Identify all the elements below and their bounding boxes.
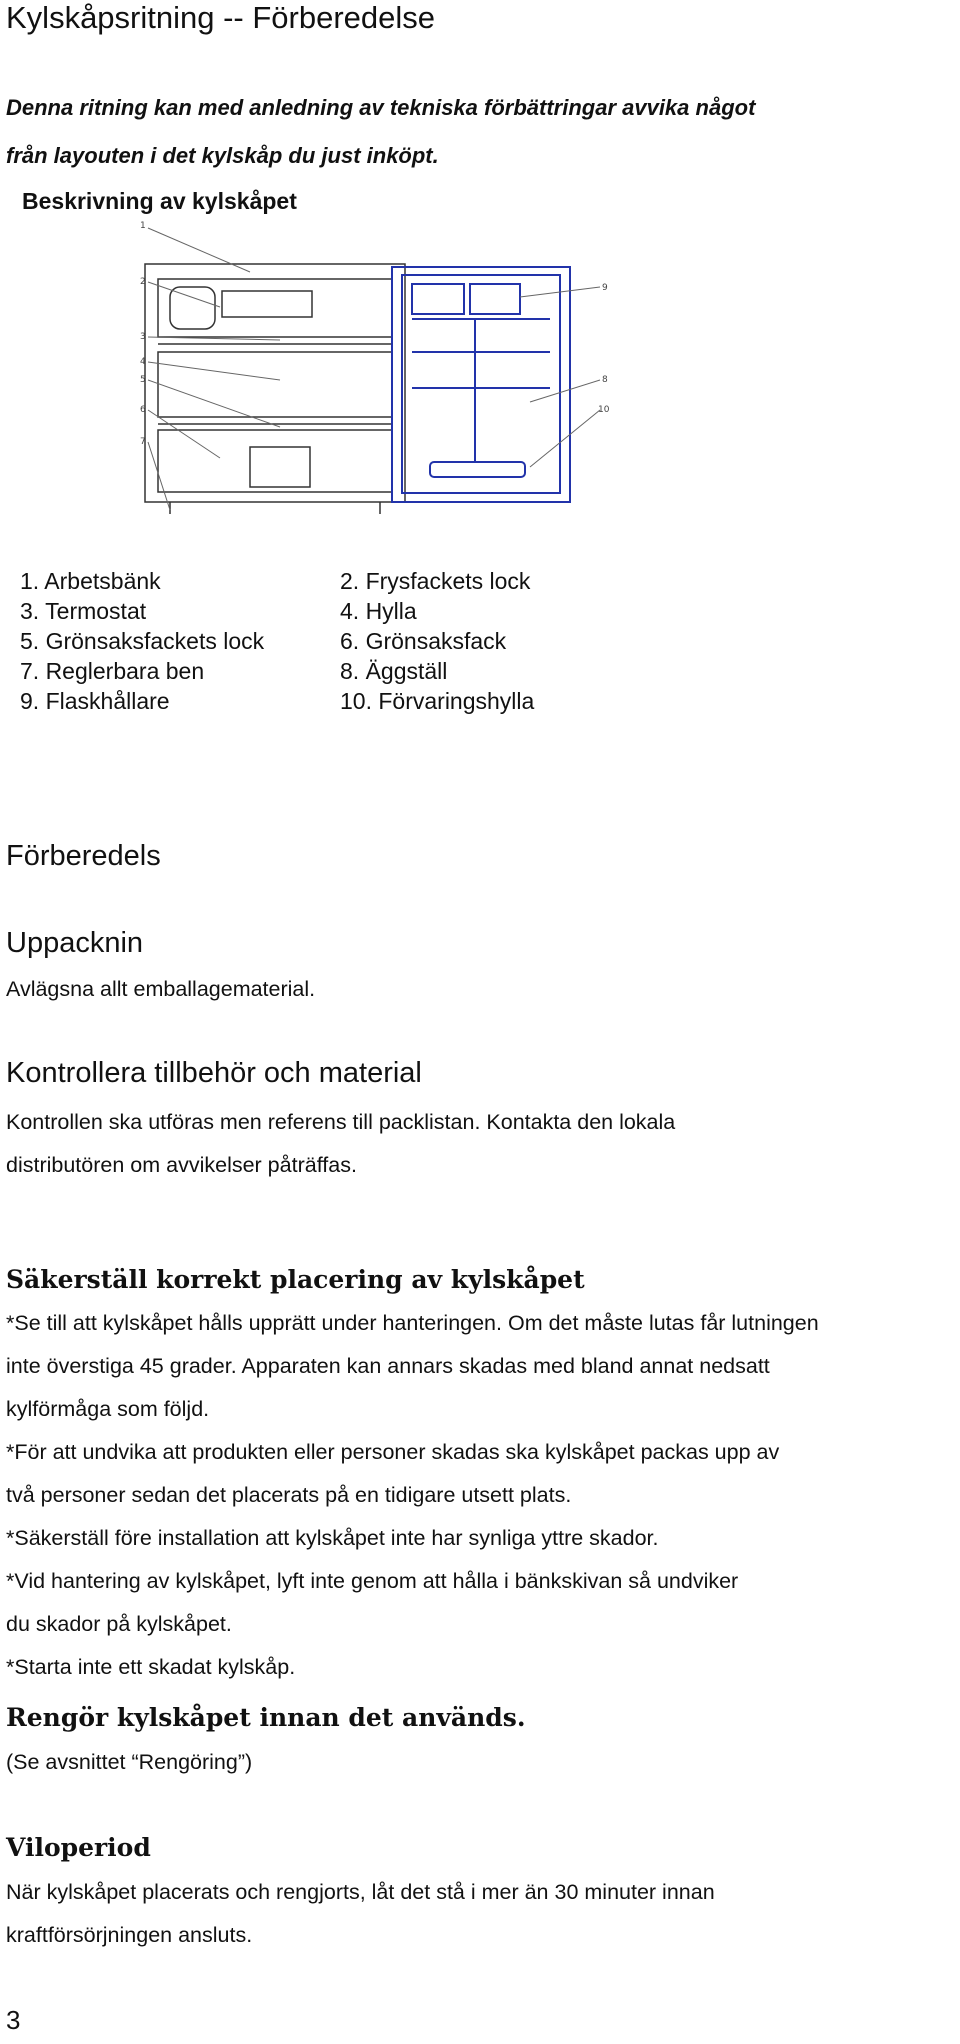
legend-item: 8. Äggställ bbox=[340, 658, 448, 684]
legend-item: 10. Förvaringshylla bbox=[340, 688, 535, 714]
rest-period-heading: Viloperiod bbox=[6, 1833, 151, 1862]
callout-lines bbox=[148, 228, 600, 510]
legend-item: 2. Frysfackets lock bbox=[340, 568, 531, 594]
callout-1: 1 bbox=[140, 221, 146, 231]
legend-item: 9. Flaskhållare bbox=[20, 688, 170, 714]
callout-10: 10 bbox=[598, 405, 610, 415]
fridge-body bbox=[145, 264, 405, 514]
callout-9: 9 bbox=[602, 283, 608, 293]
cleaning-text: (Se avsnittet “Rengöring”) bbox=[6, 1750, 253, 1774]
legend-item: 6. Grönsaksfack bbox=[340, 628, 507, 654]
placement-heading: Säkerställ korrekt placering av kylskåpet bbox=[6, 1265, 585, 1294]
fridge-door bbox=[392, 267, 570, 502]
disclaimer-note: Denna ritning kan med anledning av tekniska förbättringar avvika något från layouten i det kylskåp du just inköpt. bbox=[6, 95, 756, 168]
page-title: Kylskåpsritning -- Förberedelse bbox=[6, 0, 436, 35]
cleaning-heading: Rengör kylskåpet innan det används. bbox=[6, 1703, 526, 1732]
legend-item: 5. Grönsaksfackets lock bbox=[20, 628, 265, 654]
check-heading: Kontrollera tillbehör och material bbox=[6, 1057, 422, 1089]
placement-text: *Se till att kylskåpet hålls upprätt under hanteringen. Om det måste lutas får lutningen inte överstiga 45 grader. Apparaten kan annars skadas med bland annat nedsatt kylförmåga som följd. *För att undvika att produkten eller personer skadas ska kylskåpet packas upp av två personer sedan det placerats på en tidigare utsett plats. *Säkerställ före installation att kylskåpet inte har synliga yttre skador. *Vid hantering av kylskåpet, lyft inte genom att hålla i bänkskivan så undviker du skador på kylskåpet. *Starta inte ett skadat kylskåp. bbox=[6, 1311, 819, 1679]
unpack-text: Avlägsna allt emballagematerial. bbox=[6, 977, 316, 1001]
callout-4: 4 bbox=[140, 357, 146, 367]
check-text: Kontrollen ska utföras men referens till packlistan. Kontakta den lokala distributören om avvikelser påträffas. bbox=[6, 1110, 676, 1177]
legend-item: 3. Termostat bbox=[20, 598, 147, 624]
callout-2: 2 bbox=[140, 277, 146, 287]
prep-heading: Förberedels bbox=[6, 840, 161, 872]
fridge-diagram bbox=[130, 212, 630, 522]
rest-period-text: När kylskåpet placerats och rengjorts, låt det stå i mer än 30 minuter innan kraftförsörjningen ansluts. bbox=[6, 1880, 715, 1947]
callout-3: 3 bbox=[140, 332, 146, 342]
legend-item: 7. Reglerbara ben bbox=[20, 658, 205, 684]
callout-6: 6 bbox=[140, 405, 146, 415]
legend-item: 4. Hylla bbox=[340, 598, 417, 624]
legend-item: 1. Arbetsbänk bbox=[20, 568, 161, 594]
callout-7: 7 bbox=[140, 437, 146, 447]
callout-8: 8 bbox=[602, 375, 608, 385]
figure-heading: Beskrivning av kylskåpet bbox=[22, 188, 297, 214]
unpack-heading: Uppacknin bbox=[6, 927, 144, 959]
callout-5: 5 bbox=[140, 375, 146, 385]
page-number: 3 bbox=[6, 2005, 21, 2035]
